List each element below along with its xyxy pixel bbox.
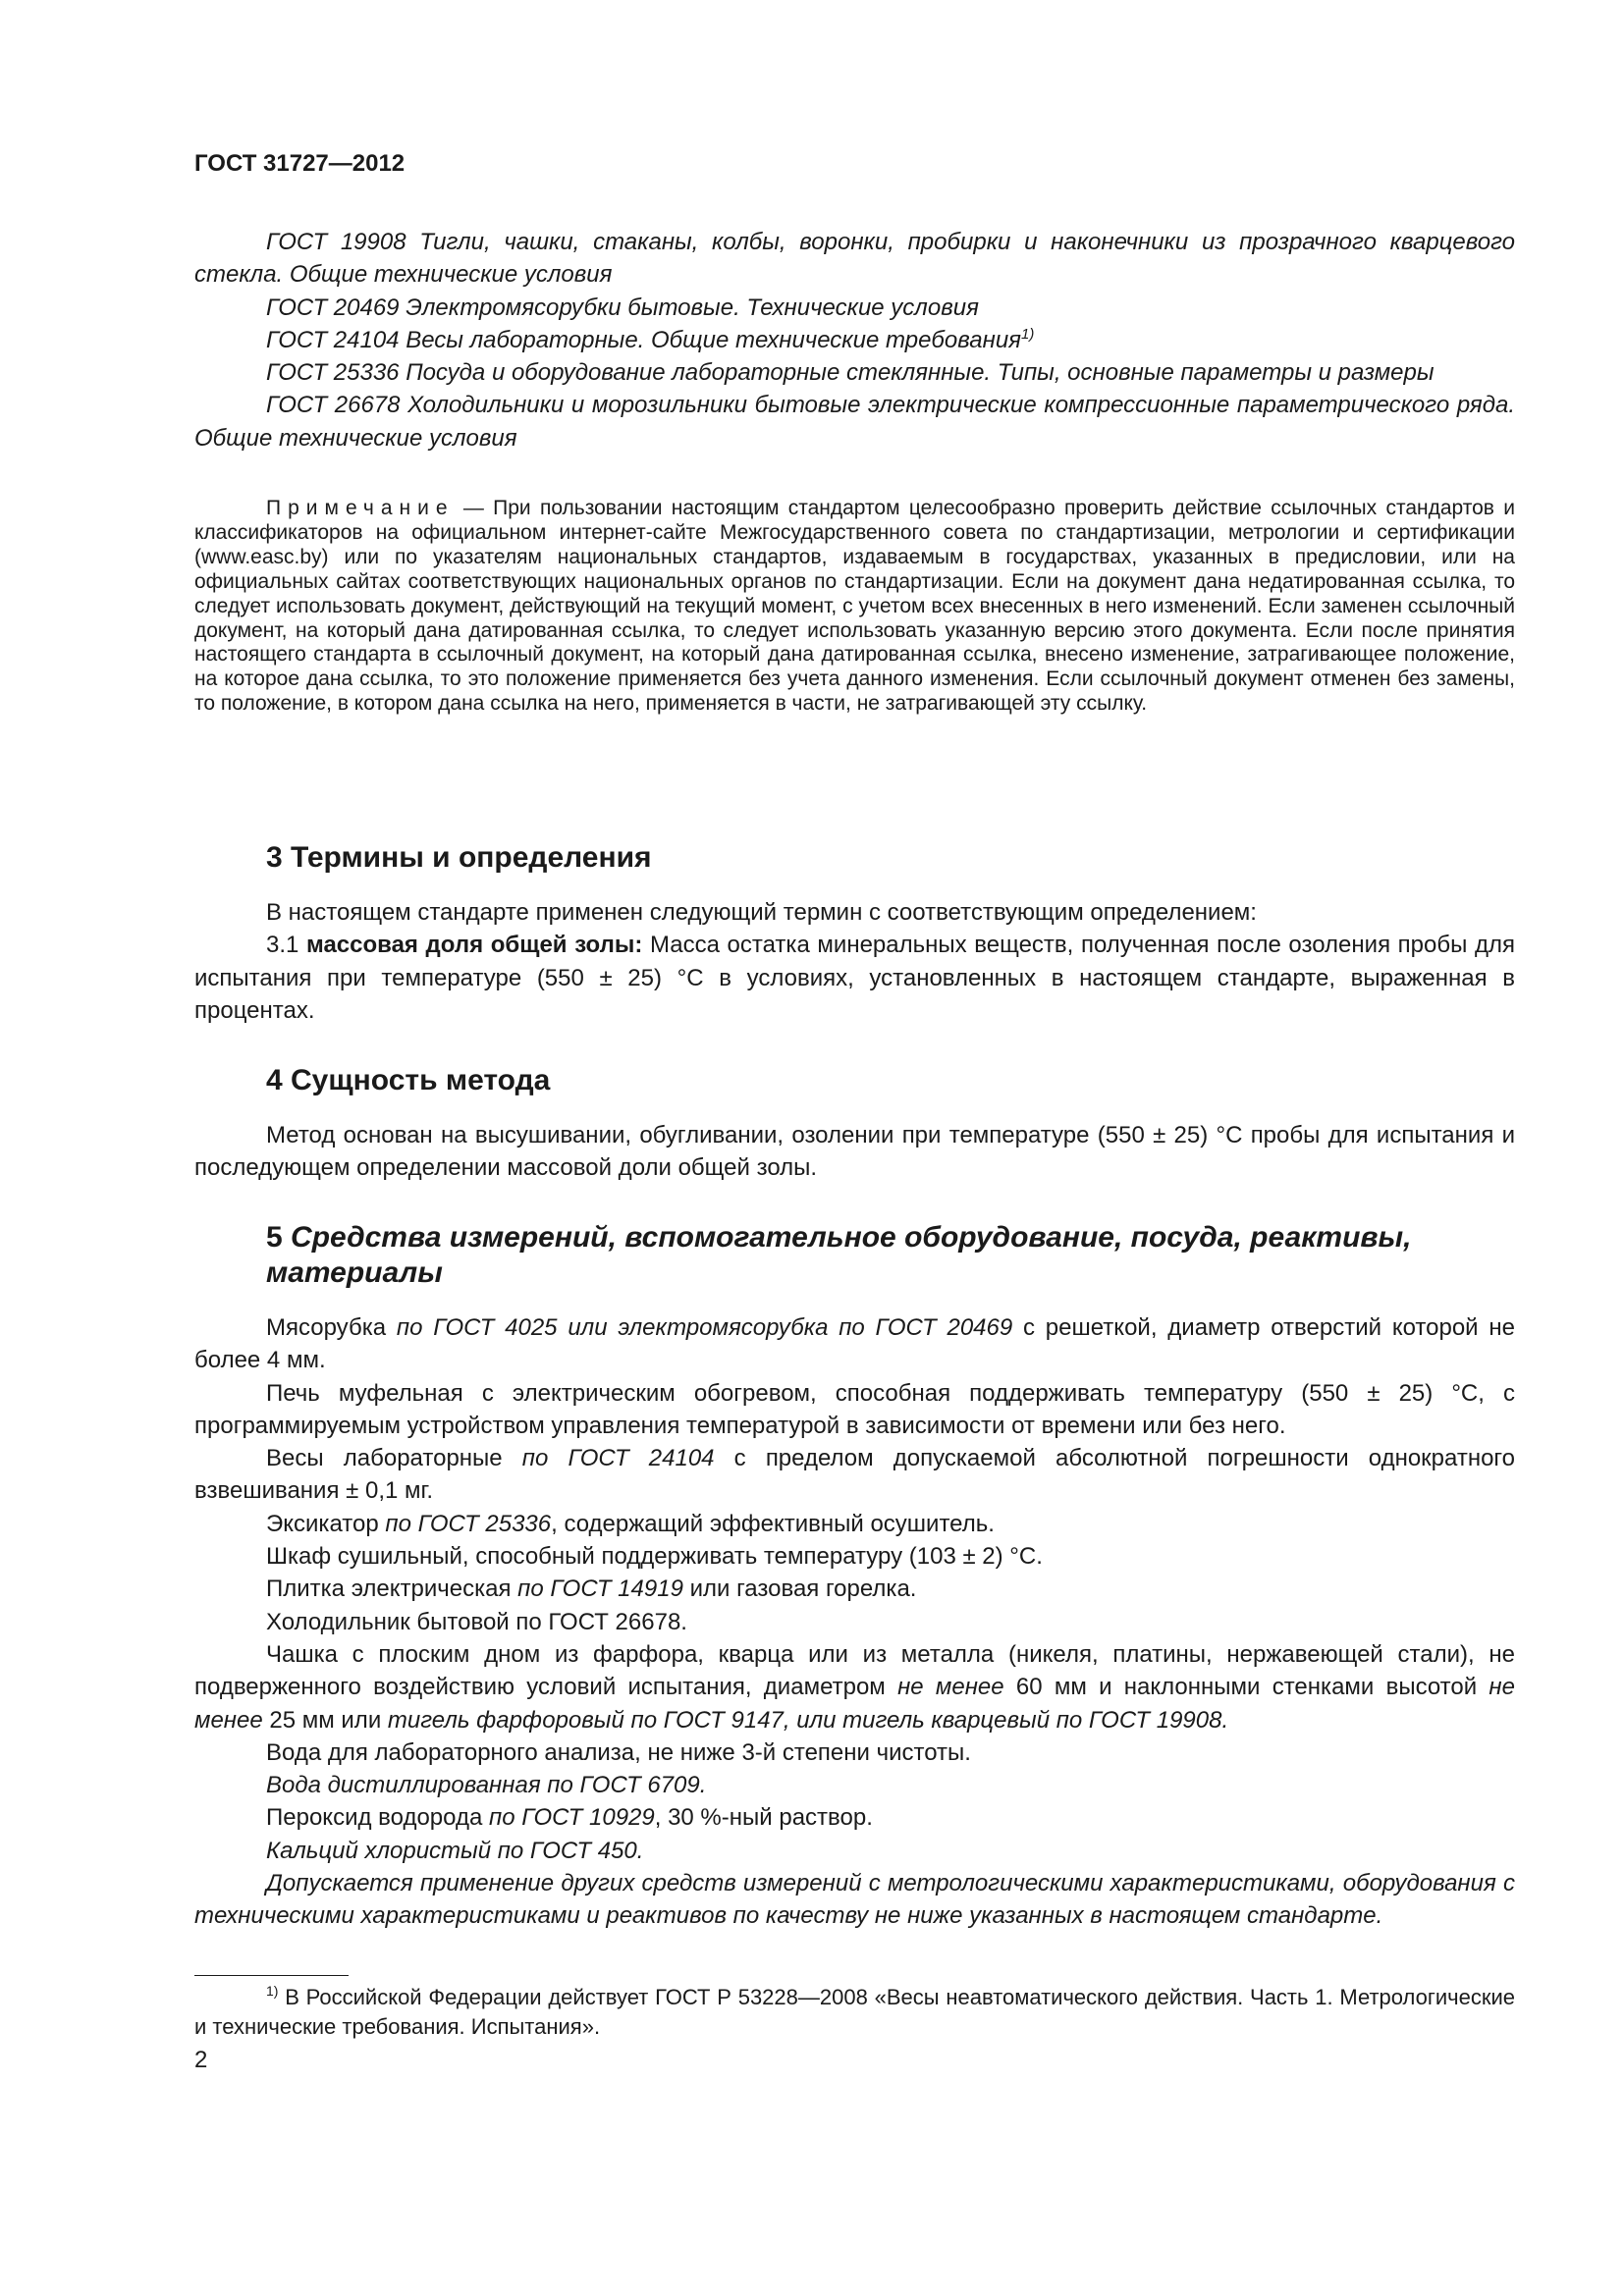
section-4-title: 4 Сущность метода [266, 1064, 551, 1096]
document-code-header: ГОСТ 31727—2012 [194, 150, 406, 177]
note-text: — При пользовании настоящим стандартом целесообразно проверить действие ссылочных стандартов и классификаторов на официальном интернет-сайте Межгосударственного совета по стандартизации, метрологии и сертификации (www.easc.by) или по указателям национальных стандартов, издаваемым в государствах, указанных в предисловии, или на официальных сайтах соответствующих национальных органов по стандартизации. Если на документ дана недатированная ссылка, то следует использовать документ, действующий на текущий момент, с учетом всех внесенных в него изменений. Если заменен ссылочный документ, на который дана датированная ссылка, то следует использовать указанную версию этого документа. Если после принятия настоящего стандарта в ссылочный документ, на который дана датированная ссылка, внесено изменение, затрагивающее положение, на которое дана ссылка, то это положение применяется без учета данного изменения. Если ссылочный документ отменен без замены, то положение, в котором дана ссылка на него, применяется в части, не затрагивающей эту ссылку. [194, 497, 1515, 716]
equipment-item: Чашка с плоским дном из фарфора, кварца или из металла (никеля, платины, нержавеющей стали), не подверженного воздействию условий испытания, диаметром не менее 60 мм и наклонными стенками высотой не менее 25 мм или тигель фарфоровый по ГОСТ 9147, или тигель кварцевый по ГОСТ 19908. [194, 1640, 1515, 1734]
footnote-reference-mark: 1) [1020, 325, 1035, 343]
equipment-item: Вода дистиллированная по ГОСТ 6709. [266, 1772, 707, 1799]
section-4-text: Метод основан на высушивании, обугливании, озолении при температуре (550 ± 25) °С пробы для испытания и последующем определении массовой доли общей золы. [194, 1122, 1515, 1182]
equipment-item: Холодильник бытовой по ГОСТ 26678. [266, 1608, 687, 1635]
note-block [194, 497, 1515, 717]
reference-item: ГОСТ 24104 Весы лабораторные. Общие технические требования$^{1)}$ [266, 325, 1035, 353]
section-4 [194, 1063, 1515, 1185]
section-3-title: 3 Термины и определения [266, 841, 652, 874]
page-number: 2 [194, 2047, 208, 2073]
reference-item: ГОСТ 19908 Тигли, чашки, стаканы, колбы, воронки, пробирки и наконечники из прозрачного кварцевого стекла. Общие технические условия [194, 229, 1515, 289]
equipment-item: Пероксид водорода по ГОСТ 10929, 30 %-ный раствор. [266, 1804, 873, 1832]
section-5-title: 5 Средства измерений, вспомогательное оборудование, посуда, реактивы, материалы [266, 1221, 1412, 1289]
equipment-item: Печь муфельная с электрическим обогревом, способная поддерживать температуру (550 ± 25) °С, с программируемым устройством управления температурой в зависимости от времени или без него. [194, 1379, 1515, 1439]
reference-item: ГОСТ 25336 Посуда и оборудование лабораторные стеклянные. Типы, основные параметры и размеры [266, 359, 1435, 387]
definition-3-1: 3.1 массовая доля общей золы: Масса остатка минеральных веществ, полученная после озоления пробы для испытания при температуре (550 ± 25) °С в условиях, установленных в настоящем стандарте, выраженная в процентах. [194, 932, 1516, 1024]
footnote [194, 1983, 1515, 2042]
equipment-item: Эксикатор по ГОСТ 25336, содержащий эффективный осушитель. [266, 1510, 995, 1537]
term: массовая доля общей золы: [306, 932, 643, 959]
equipment-item: Шкаф сушильный, способный поддерживать температуру (103 ± 2) °С. [266, 1543, 1043, 1571]
note-paragraph [194, 497, 1515, 717]
section-5 [194, 1220, 1515, 1933]
equipment-item: Плитка электрическая по ГОСТ 14919 или газовая горелка. [266, 1575, 917, 1603]
equipment-item: Мясорубка по ГОСТ 4025 или электромясорубка по ГОСТ 20469 с решеткой, диаметр отверстий которой не более 4 мм. [194, 1314, 1515, 1374]
references-list [194, 226, 1515, 454]
equipment-item: Вода для лабораторного анализа, не ниже 3-й степени чистоты. [266, 1738, 971, 1766]
equipment-item: Кальций хлористый по ГОСТ 450. [266, 1837, 644, 1864]
reference-item: ГОСТ 26678 Холодильники и морозильники бытовые электрические компрессионные параметрического ряда. Общие технические условия [194, 392, 1515, 452]
equipment-item: Весы лабораторные по ГОСТ 24104 с пределом допускаемой абсолютной погрешности однократного взвешивания ± 0,1 мг. [194, 1445, 1516, 1505]
footnote-divider [194, 1975, 349, 1976]
reference-item: ГОСТ 20469 Электромясорубки бытовые. Технические условия [266, 294, 979, 321]
section-3-intro: В настоящем стандарте применен следующий термин с соответствующим определением: [266, 899, 1257, 926]
footnote-text: $^{1)}$ В Российской Федерации действует ГОСТ Р 53228—2008 «Весы неавтоматического действия. Часть 1. Метрологические и технические требования. Испытания». [194, 1983, 1515, 2039]
section-3 [194, 840, 1515, 1027]
note-label: Примечание [266, 497, 455, 519]
equipment-item: Допускается применение других средств измерений с метрологическими характеристиками, оборудования с техническими характеристиками и реактивов по качеству не ниже указанных в настоящем стандарте. [194, 1870, 1515, 1930]
